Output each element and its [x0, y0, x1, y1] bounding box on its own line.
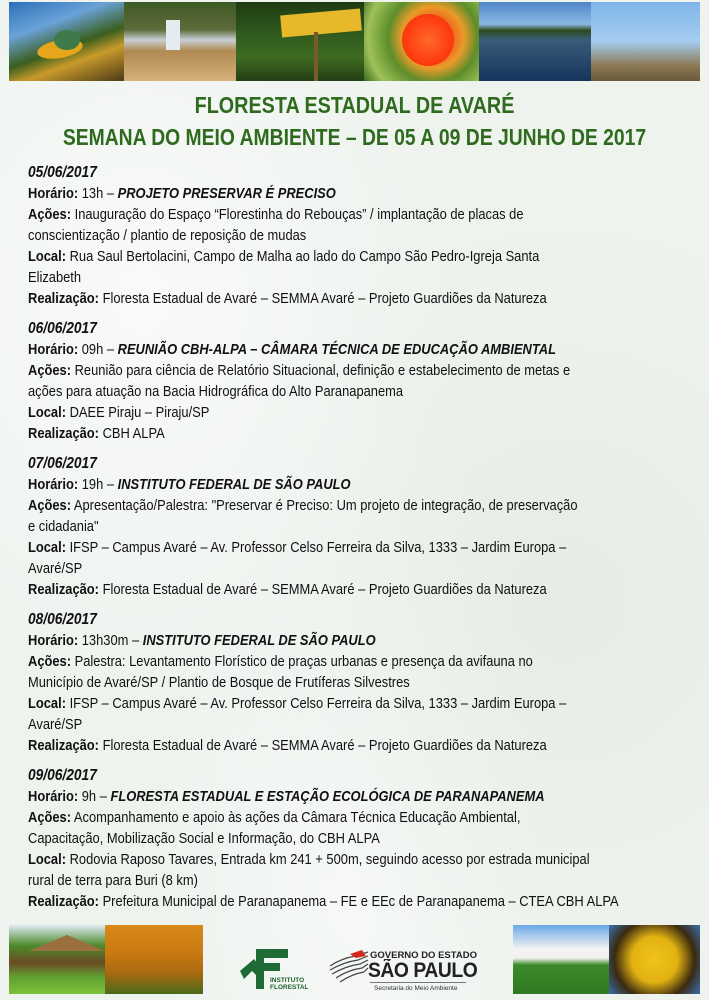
day-date: 09/06/2017: [28, 767, 97, 784]
realizacao-text: Prefeitura Municipal de Paranapanema – FE e EEc de Paranapanema – CTEA CBH ALPA: [98, 893, 619, 910]
actions-text: Reunião para ciência de Relatório Situacional, definição e estabelecimento de metas e: [71, 362, 571, 379]
realizacao-text: Floresta Estadual de Avaré – SEMMA Avaré – Projeto Guardiões da Natureza: [98, 737, 547, 754]
realizacao-text: CBH ALPA: [98, 425, 165, 442]
actions-line: [28, 651, 606, 672]
trail-sign-photo: [236, 2, 364, 81]
local-text: IFSP – Campus Avaré – Av. Professor Celso Ferreira da Silva, 1333 – Jardim Europa –: [66, 539, 567, 556]
local-text: DAEE Piraju – Piraju/SP: [66, 404, 210, 421]
day-time-line: [28, 630, 606, 651]
bird-photo: [9, 2, 124, 81]
realizacao-line: [28, 735, 606, 756]
time-label: Horário:: [28, 632, 79, 649]
day-date: 08/06/2017: [28, 611, 97, 628]
realizacao-text: Floresta Estadual de Avaré – SEMMA Avaré – Projeto Guardiões da Natureza: [98, 290, 547, 307]
florestal-word: FLORESTAL: [270, 984, 309, 991]
event-name: REUNIÃO CBH-ALPA – CÂMARA TÉCNICA DE EDUCAÇÃO AMBIENTAL: [117, 341, 556, 358]
local-text: Rua Saul Bertolacini, Campo de Malha ao lado do Campo São Pedro-Igreja Santa: [66, 248, 540, 265]
actions-line-cont: conscientização / plantio de reposição de mudas: [28, 227, 307, 244]
yellow-ipe-photo: [609, 925, 700, 994]
actions-line: [28, 204, 606, 225]
local-line: [28, 849, 606, 870]
local-label: Local:: [28, 695, 67, 712]
realizacao-label: Realização:: [28, 425, 99, 442]
time-label: Horário:: [28, 476, 79, 493]
day-date: 07/06/2017: [28, 455, 97, 472]
gazebo-photo: [9, 925, 105, 994]
schedule-day: [28, 609, 700, 756]
waterfall-photo: [124, 2, 236, 81]
instituto-florestal-text: [270, 977, 309, 991]
local-line: [28, 246, 606, 267]
sign-post-shape: [314, 32, 318, 81]
lake-photo: [479, 2, 591, 81]
schedule-day: [28, 765, 700, 912]
local-label: Local:: [28, 851, 67, 868]
top-photo-banner: [9, 2, 700, 81]
day-time-line: [28, 183, 606, 204]
actions-line: [28, 807, 606, 828]
time-value: 9h –: [78, 788, 111, 805]
actions-label: Ações:: [28, 653, 72, 670]
page-subtitle: SEMANA DO MEIO AMBIENTE – DE 05 A 09 DE JUNHO DE 2017: [62, 124, 647, 150]
local-label: Local:: [28, 539, 67, 556]
hummingbird-photo: [591, 2, 700, 81]
local-line-cont: rural de terra para Buri (8 km): [28, 872, 198, 889]
gazebo-roof-shape: [29, 935, 105, 951]
actions-label: Ações:: [28, 809, 72, 826]
time-value: 09h –: [78, 341, 118, 358]
local-label: Local:: [28, 248, 67, 265]
actions-line: [28, 360, 606, 381]
actions-text: Palestra: Levantamento Florístico de praças urbanas e presença da avifauna no: [71, 653, 533, 670]
local-line-cont: Avaré/SP: [28, 560, 83, 577]
secretaria-text: Secretaria do Meio Ambiente: [374, 985, 458, 992]
realizacao-label: Realização:: [28, 893, 99, 910]
local-line: [28, 693, 606, 714]
actions-line-cont: ações para atuação na Bacia Hidrográfica do Alto Paranapanema: [28, 383, 404, 400]
schedule: [28, 162, 700, 921]
footer-photos-left: [9, 925, 203, 994]
autumn-trees-photo: [105, 925, 203, 994]
schedule-day: [28, 162, 700, 309]
day-time-line: [28, 474, 606, 495]
farmhouse-photo: [513, 925, 609, 994]
time-label: Horário:: [28, 788, 79, 805]
local-line-cont: Avaré/SP: [28, 716, 83, 733]
bird-head-shape: [54, 30, 80, 50]
realizacao-label: Realização:: [28, 581, 99, 598]
governo-text: GOVERNO DO ESTADO: [370, 950, 477, 961]
time-label: Horário:: [28, 341, 79, 358]
schedule-day: [28, 453, 700, 600]
actions-text: Inauguração do Espaço “Florestinha do Rebouças” / implantação de placas de: [71, 206, 524, 223]
local-text: Rodovia Raposo Tavares, Entrada km 241 + 500m, seguindo acesso por estrada municipal: [66, 851, 590, 868]
realizacao-text: Floresta Estadual de Avaré – SEMMA Avaré – Projeto Guardiões da Natureza: [98, 581, 547, 598]
sign-board-shape: [280, 9, 362, 38]
event-name: INSTITUTO FEDERAL DE SÃO PAULO: [117, 476, 351, 493]
realizacao-line: [28, 288, 606, 309]
time-value: 13h30m –: [78, 632, 143, 649]
footer-photos-right: [513, 925, 700, 994]
actions-text: Apresentação/Palestra: "Preservar é Preciso: Um projeto de integração, de preservação: [71, 497, 578, 514]
realizacao-line: [28, 423, 606, 444]
time-label: Horário:: [28, 185, 79, 202]
time-value: 19h –: [78, 476, 118, 493]
page-title: FLORESTA ESTADUAL DE AVARÉ: [194, 92, 515, 118]
flower-photo: [364, 2, 479, 81]
realizacao-label: Realização:: [28, 290, 99, 307]
local-line: [28, 537, 606, 558]
local-label: Local:: [28, 404, 67, 421]
schedule-day: [28, 318, 700, 444]
instituto-word: INSTITUTO: [270, 977, 305, 984]
divider: [370, 982, 466, 983]
sao-paulo-text: SÃO PAULO: [368, 959, 478, 982]
local-line: [28, 402, 606, 423]
waterfall-shape: [166, 20, 180, 50]
local-text: IFSP – Campus Avaré – Av. Professor Celso Ferreira da Silva, 1333 – Jardim Europa –: [66, 695, 567, 712]
event-name: PROJETO PRESERVAR É PRECISO: [117, 185, 336, 202]
actions-text: Acompanhamento e apoio às ações da Câmara Técnica Educação Ambiental,: [71, 809, 521, 826]
day-date: 06/06/2017: [28, 320, 97, 337]
day-date: 05/06/2017: [28, 164, 97, 181]
event-name: INSTITUTO FEDERAL DE SÃO PAULO: [142, 632, 376, 649]
flower-shape: [402, 14, 454, 66]
actions-line-cont: Município de Avaré/SP / Plantio de Bosque de Frutíferas Silvestres: [28, 674, 410, 691]
local-line-cont: Elizabeth: [28, 269, 82, 286]
day-time-line: [28, 786, 606, 807]
actions-line: [28, 495, 606, 516]
actions-line-cont: Capacitação, Mobilização Social e Informação, do CBH ALPA: [28, 830, 380, 847]
actions-label: Ações:: [28, 206, 72, 223]
realizacao-line: [28, 891, 619, 912]
actions-label: Ações:: [28, 362, 72, 379]
event-name: FLORESTA ESTADUAL E ESTAÇÃO ECOLÓGICA DE PARANAPANEMA: [110, 788, 545, 805]
time-value: 13h –: [78, 185, 118, 202]
realizacao-label: Realização:: [28, 737, 99, 754]
day-time-line: [28, 339, 606, 360]
actions-label: Ações:: [28, 497, 72, 514]
realizacao-line: [28, 579, 606, 600]
actions-line-cont: e cidadania": [28, 518, 99, 535]
